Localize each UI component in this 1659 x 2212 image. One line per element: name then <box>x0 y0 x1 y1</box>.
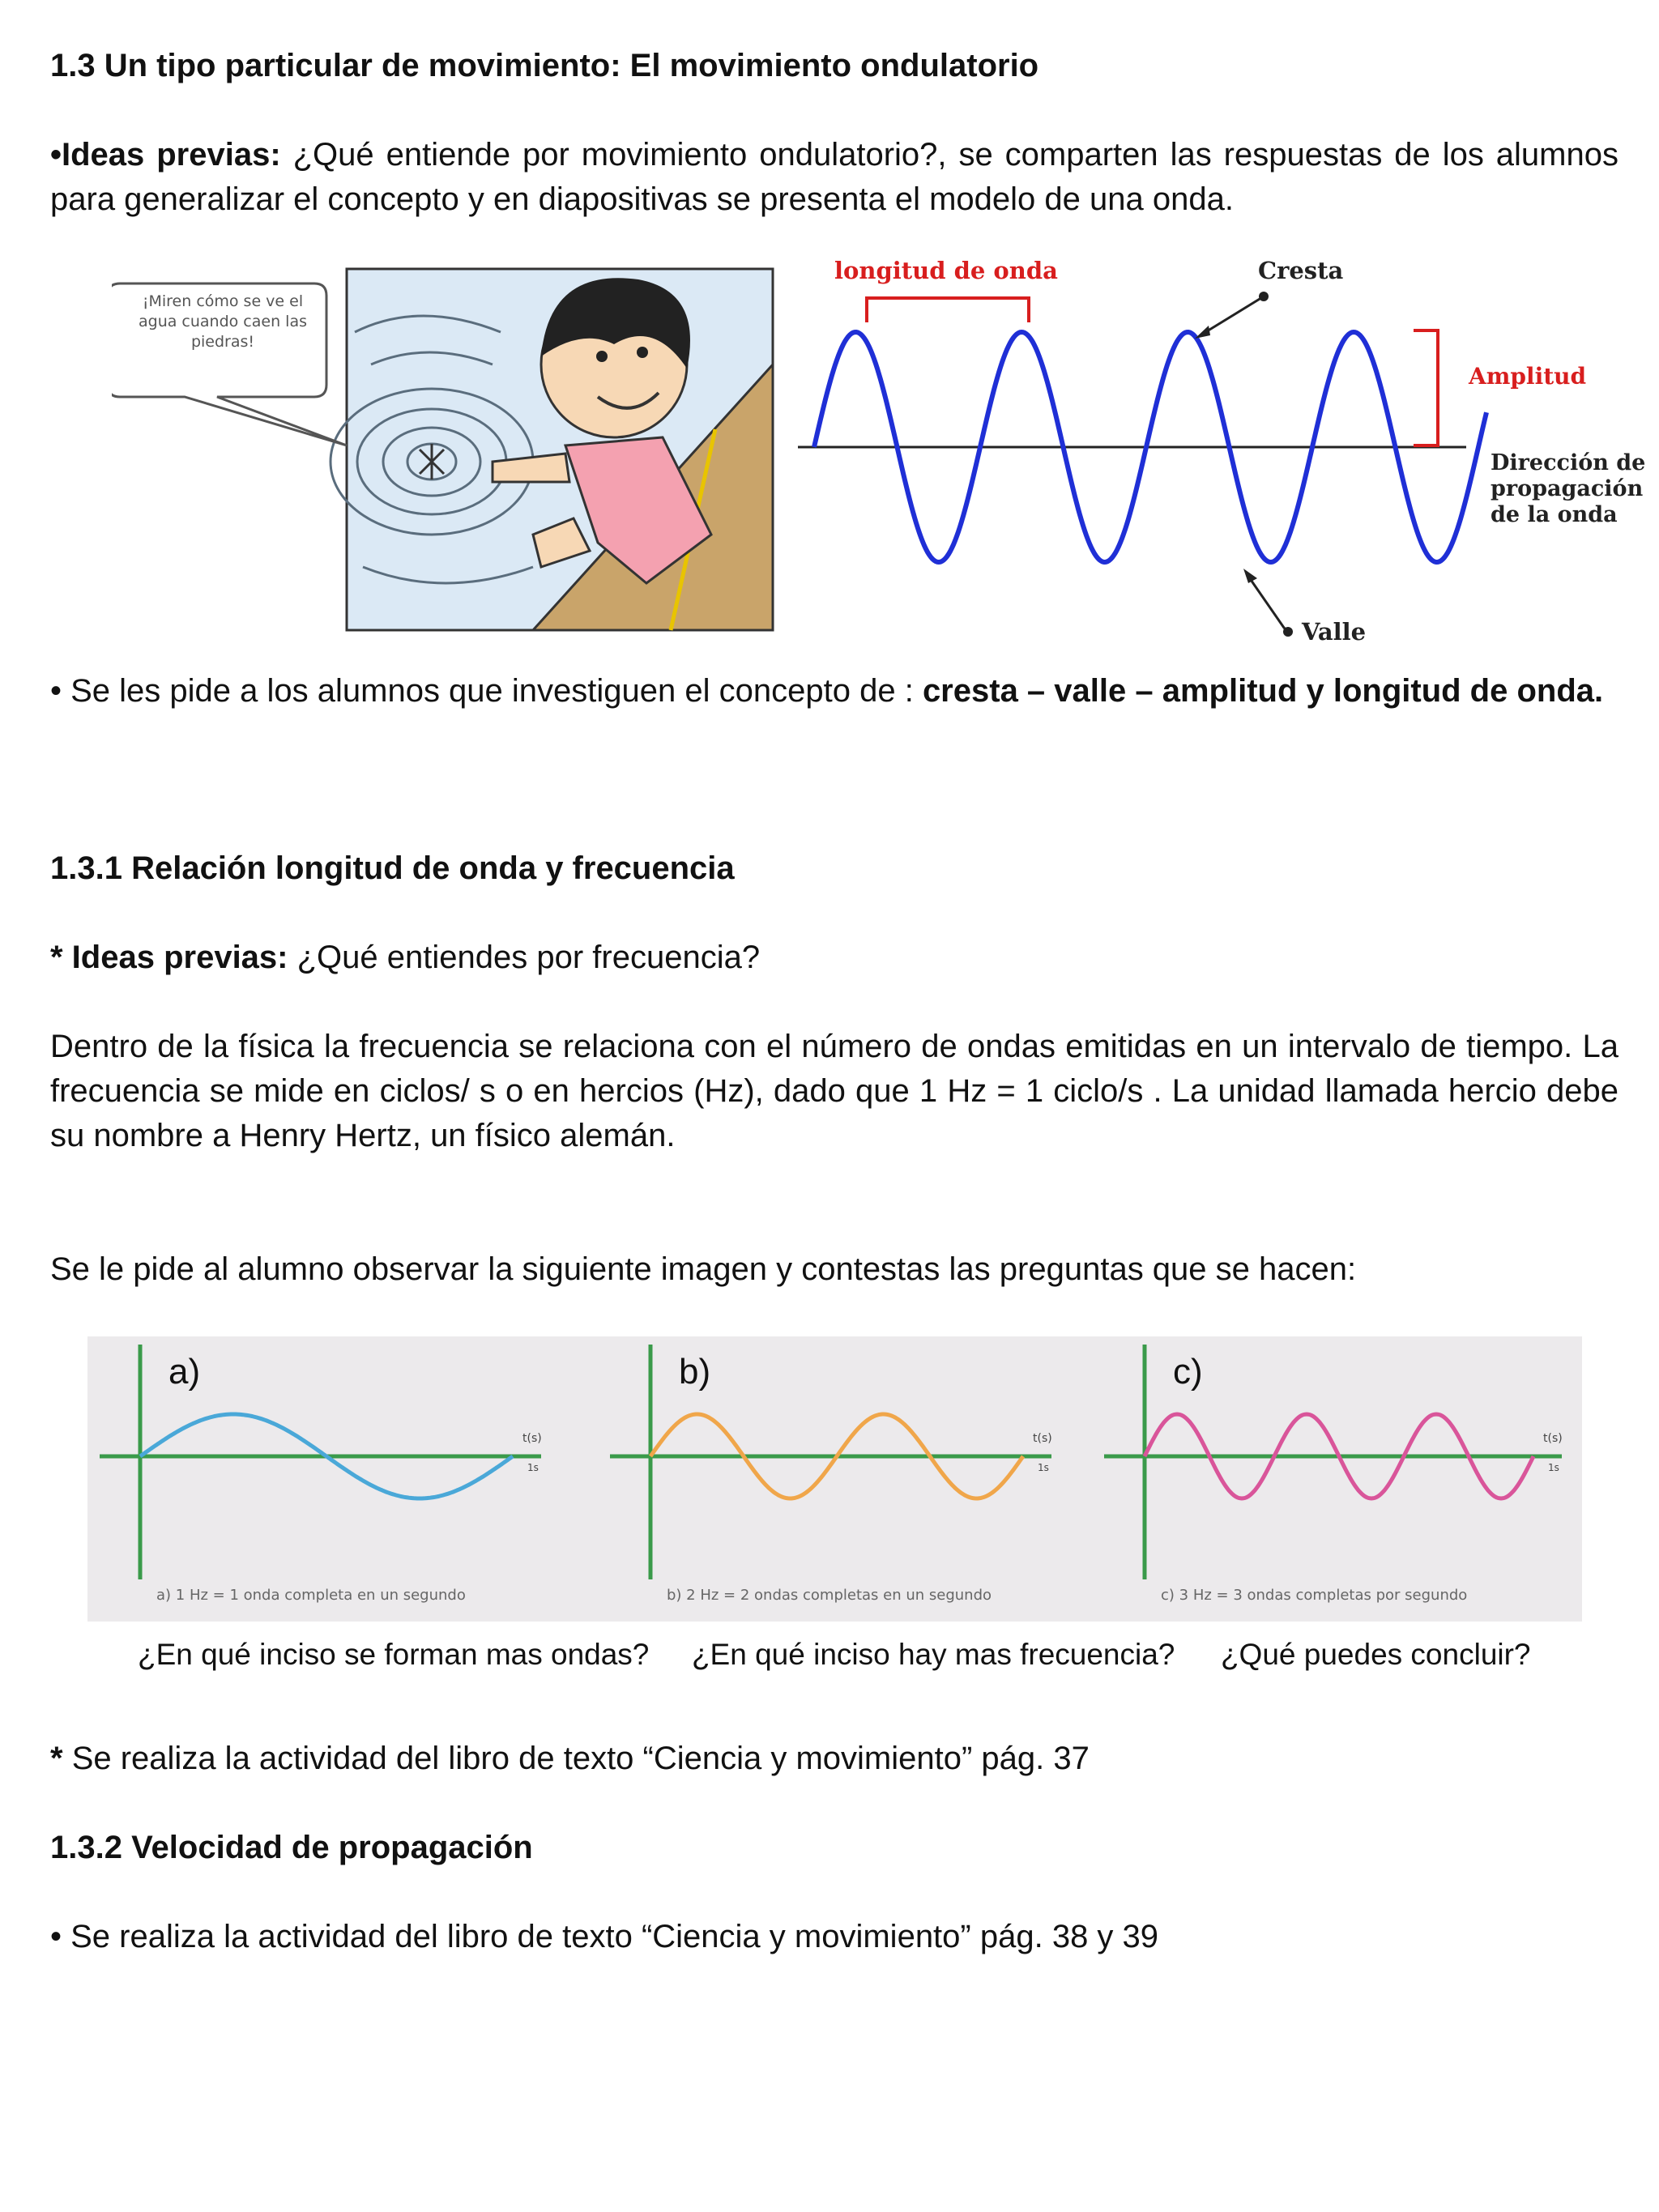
wavelength-bracket <box>867 298 1029 322</box>
activity-37-text: Se realiza la actividad del libro de texto “Ciencia y movimiento” pág. 37 <box>62 1741 1090 1776</box>
panel-3-letter: c) <box>1173 1352 1203 1392</box>
investigate-prefix: • Se les pide a los alumnos que investiguen el concepto de : <box>50 673 914 709</box>
subsection-title-1-3-1: 1.3.1 Relación longitud de onda y frecuencia <box>50 850 735 886</box>
panel-3-axis-label: t(s) <box>1543 1432 1563 1445</box>
direction-label-line2: propagación <box>1491 476 1644 501</box>
panel-2-caption: b) 2 Hz = 2 ondas completas en un segundo <box>667 1587 992 1604</box>
activity-38-39: • Se realiza la actividad del libro de texto “Ciencia y movimiento” pág. 38 y 39 <box>50 1919 1159 1954</box>
comic-illustration <box>112 267 776 632</box>
speech-bubble-text: ¡Miren cómo se ve el agua cuando caen las piedras! <box>138 292 307 351</box>
trough-arrow-icon <box>1243 569 1257 583</box>
panel-2-letter: b) <box>679 1352 711 1392</box>
activity-37 <box>50 1737 1618 1781</box>
investigate-terms: cresta – valle – amplitud y longitud de onda. <box>922 673 1604 709</box>
activity-star: * <box>50 1741 63 1776</box>
wavelength-label: longitud de onda <box>834 257 1058 284</box>
frequency-question-text: ¿Qué entiendes por frecuencia? <box>296 940 761 975</box>
frequency-figure <box>87 1336 1582 1622</box>
crest-label: Cresta <box>1258 257 1344 284</box>
panel-3-tick-label: 1s <box>1548 1462 1559 1473</box>
question-2: ¿En qué inciso hay mas frecuencia? <box>691 1638 1175 1671</box>
panel-1-axis-label: t(s) <box>522 1432 542 1445</box>
wave-diagram <box>794 251 1659 656</box>
question-1: ¿En qué inciso se forman mas ondas? <box>138 1638 650 1671</box>
amplitude-label: Amplitud <box>1469 363 1587 390</box>
investigate-paragraph <box>50 669 1618 714</box>
observe-instruction: Se le pide al alumno observar la siguiente imagen y contestas las preguntas que se hacen: <box>50 1251 1357 1287</box>
figure-background <box>87 1336 1582 1622</box>
questions-row <box>138 1634 1596 1675</box>
crest-arrow-icon <box>1195 326 1210 339</box>
panel-2-tick-label: 1s <box>1038 1462 1049 1473</box>
frequency-paragraph: Dentro de la física la frecuencia se relaciona con el número de ondas emitidas en un intervalo de tiempo. La frecuencia se mide en ciclos/ s o en hercios (Hz), dado que 1 Hz = 1 ciclo/s . La unidad llamada hercio debe su nombre a Henry Hertz, un físico alemán. <box>50 1029 1618 1153</box>
ideas-previas-text: ¿Qué entiende por movimiento ondulatorio?, se comparten las respuestas de los alumnos para generalizar el concepto y en diapositivas se presenta el modelo de una onda. <box>50 137 1618 217</box>
direction-label-line3: de la onda <box>1491 502 1618 527</box>
ideas-previas-paragraph <box>50 133 1618 222</box>
panel-1-tick-label: 1s <box>527 1462 539 1473</box>
ideas-previas-label: •Ideas previas: <box>50 137 281 173</box>
amplitude-bracket <box>1414 330 1438 445</box>
panel-3-caption: c) 3 Hz = 3 ondas completas por segundo <box>1161 1587 1468 1604</box>
ideas-previas-label-2: * Ideas previas: <box>50 940 288 975</box>
panel-1-caption: a) 1 Hz = 1 onda completa en un segundo <box>156 1587 466 1604</box>
trough-label: Valle <box>1302 618 1367 646</box>
subsection-title-1-3-2: 1.3.2 Velocidad de propagación <box>50 1830 533 1865</box>
panel-1-letter: a) <box>168 1352 201 1392</box>
panel-2-axis-label: t(s) <box>1033 1432 1052 1445</box>
frequency-question <box>50 936 1618 980</box>
section-title: 1.3 Un tipo particular de movimiento: El movimiento ondulatorio <box>50 48 1039 83</box>
direction-label-line1: Dirección de <box>1491 450 1646 475</box>
question-3: ¿Qué puedes concluir? <box>1220 1638 1531 1671</box>
